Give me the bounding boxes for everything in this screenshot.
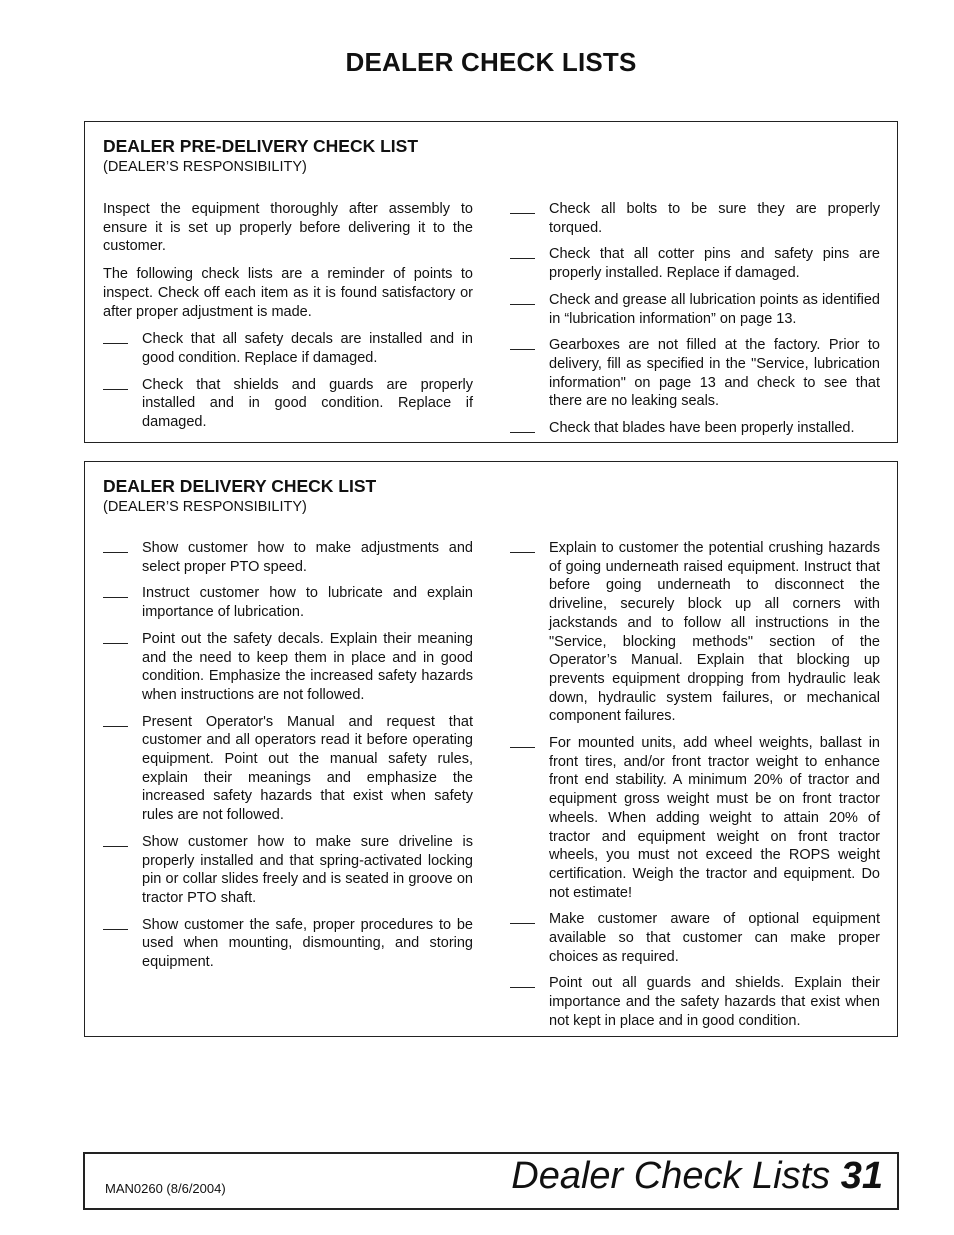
checkbox-blank-line[interactable]	[103, 539, 128, 553]
checkbox-blank-line[interactable]	[510, 539, 535, 553]
page-footer	[83, 1152, 899, 1210]
predelivery-subtitle: (DEALER’S RESPONSIBILITY)	[103, 159, 307, 175]
footer-section-title: Dealer Check Lists	[511, 1155, 831, 1197]
checklist-item	[510, 734, 880, 902]
checkbox-blank-line[interactable]	[510, 200, 535, 214]
checklist-item-text: Check that all safety decals are installed and in good condition. Replace if damaged.	[142, 331, 473, 366]
checkbox-blank-line[interactable]	[103, 713, 128, 727]
checkbox-blank-line[interactable]	[103, 584, 128, 598]
checklist-item	[510, 245, 880, 282]
checkbox-blank-line[interactable]	[510, 734, 535, 748]
checklist-item	[510, 539, 880, 726]
checklist-item	[510, 291, 880, 328]
predelivery-title: DEALER PRE-DELIVERY CHECK LIST	[103, 136, 419, 156]
checklist-item	[510, 419, 880, 438]
checklist-item-text: Gearboxes are not filled at the factory. Prior to delivery, fill as specified in the "Service, lubrication information" on page 13 and check to see that there are no leaking seals.	[549, 337, 880, 410]
intro-paragraph: The following check lists are a reminder of points to inspect. Check off each item as it is found satisfactory or after proper adjustment is made.	[103, 266, 473, 320]
footer-title-group	[511, 1155, 883, 1198]
checklist-item	[103, 539, 473, 576]
checklist-item-text: Show customer how to make sure driveline is properly installed and that spring-activated locking pin or collar slides freely and is seated in groove on tractor PTO shaft.	[142, 833, 473, 906]
delivery-left-column	[103, 539, 473, 980]
checkbox-blank-line[interactable]	[103, 330, 128, 344]
checkbox-blank-line[interactable]	[510, 245, 535, 259]
delivery-right-column	[510, 539, 880, 1039]
page-title: DEALER CHECK LISTS	[345, 47, 637, 77]
manual-code: MAN0260 (8/6/2004)	[105, 1181, 226, 1196]
checklist-item-text: Show customer the safe, proper procedures to be used when mounting, dismounting, and storing equipment.	[142, 916, 473, 971]
checklist-item-text: Check that all cotter pins and safety pins are properly installed. Replace if damaged.	[549, 246, 880, 282]
checklist-item	[103, 376, 473, 432]
checklist-item-text: Check all bolts to be sure they are properly torqued.	[549, 201, 880, 236]
checklist-item-text: Show customer how to make adjustments and select proper PTO speed.	[142, 540, 473, 575]
checkbox-blank-line[interactable]	[103, 376, 128, 390]
delivery-checklist-box	[84, 461, 898, 1037]
checklist-item-text: Make customer aware of optional equipment available so that customer can make proper choices as required.	[549, 911, 880, 965]
checkbox-blank-line[interactable]	[103, 630, 128, 644]
intro-paragraph: Inspect the equipment thoroughly after assembly to ensure it is set up properly before delivering it to the customer.	[103, 201, 473, 255]
checklist-item	[510, 336, 880, 411]
checkbox-blank-line[interactable]	[510, 291, 535, 305]
checklist-item-text: Present Operator's Manual and request that customer and all operators read it before operating equipment. Point out the manual safety rules, explain their meanings and emphasize the increased safety hazards that exist when safety rules are not followed.	[142, 713, 473, 824]
checklist-item-text: Instruct customer how to lubricate and explain importance of lubrication.	[142, 585, 473, 621]
predelivery-checklist-box	[84, 121, 898, 443]
checklist-item-text: Check that shields and guards are properly installed and in good condition. Replace if damaged.	[142, 376, 473, 431]
checkbox-blank-line[interactable]	[103, 916, 128, 930]
checkbox-blank-line[interactable]	[510, 910, 535, 924]
page-number: 31	[840, 1155, 883, 1197]
checklist-item	[103, 833, 473, 908]
checklist-item	[103, 713, 473, 825]
checklist-item-text: Check and grease all lubrication points as identified in “lubrication information” on page 13.	[549, 291, 880, 327]
checklist-item-text: Point out the safety decals. Explain their meaning and the need to keep them in place and in good condition. Emphasize the increased safety hazards when instructions are not followed.	[142, 630, 473, 703]
checklist-item	[103, 330, 473, 367]
checkbox-blank-line[interactable]	[103, 833, 128, 847]
checkbox-blank-line[interactable]	[510, 419, 535, 433]
checklist-item	[510, 974, 880, 1030]
checklist-item-text: Explain to customer the potential crushing hazards of going underneath raised equipment. Instruct that before going underneath to disconnect the driveline, securely block up all corners with jackstands and to follow all instructions in the "Service, blocking methods" section of the Operator’s Manual. Explain that blocking up prevents equipment dropping from hydraulic leak down, hydraulic system failures, or mechanical component failures.	[549, 540, 880, 725]
checklist-item	[103, 630, 473, 705]
checklist-item-text: For mounted units, add wheel weights, ballast in front tires, and/or front tractor weight to enhance front end stability. A minimum 20% of tractor and equipment gross weight must be on front tractor wheels. When adding weight to attain 20% of tractor and equipment weight on front tractor wheels, you must not exceed the ROPS weight certification. Weigh the tractor and equipment. Do not estimate!	[549, 735, 880, 901]
checklist-item-text: Check that blades have been properly installed.	[549, 420, 855, 437]
checklist-item	[103, 916, 473, 972]
delivery-subtitle: (DEALER’S RESPONSIBILITY)	[103, 499, 307, 515]
predelivery-left-column	[103, 200, 473, 440]
checkbox-blank-line[interactable]	[510, 336, 535, 350]
predelivery-right-column	[510, 200, 880, 446]
checklist-item-text: Point out all guards and shields. Explain their importance and the safety hazards that exist when not kept in place and in good condition.	[549, 975, 880, 1029]
checkbox-blank-line[interactable]	[510, 974, 535, 988]
checklist-item	[510, 910, 880, 966]
checklist-item	[510, 200, 880, 237]
checklist-item	[103, 584, 473, 621]
delivery-title: DEALER DELIVERY CHECK LIST	[103, 476, 377, 496]
